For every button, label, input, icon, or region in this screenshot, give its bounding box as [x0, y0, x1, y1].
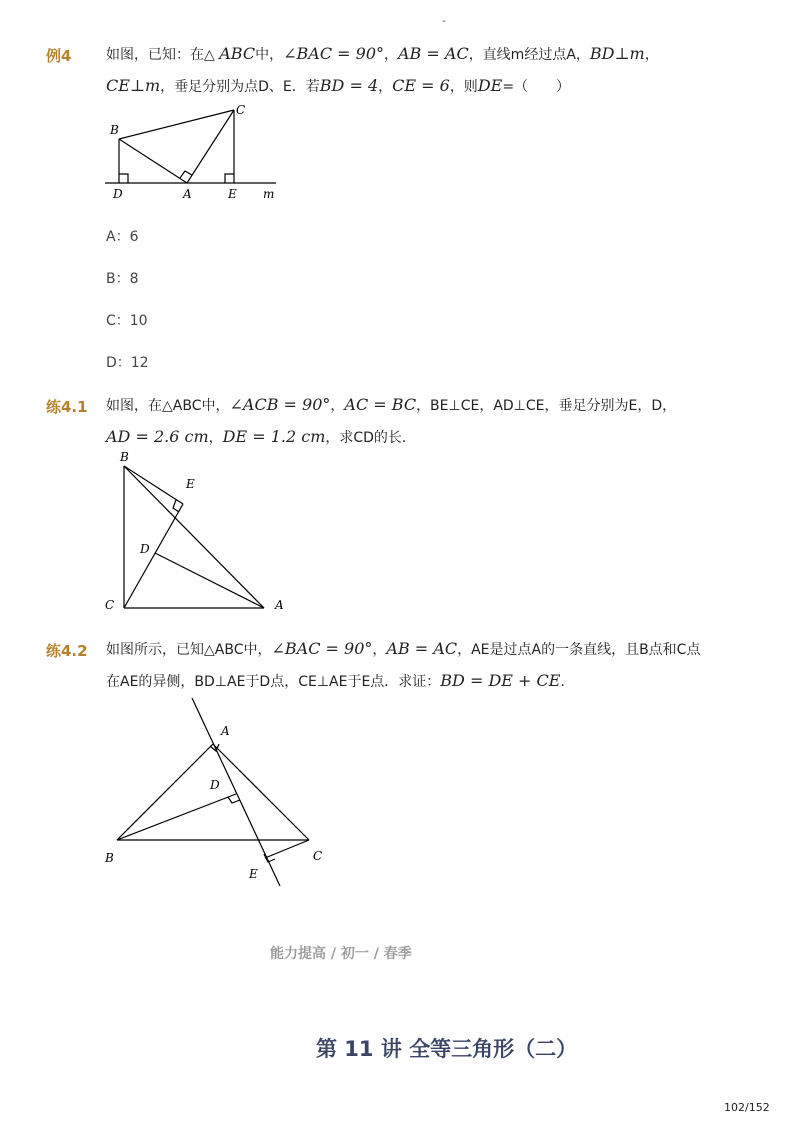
label-e: E: [249, 867, 258, 881]
text: ，则: [449, 79, 478, 95]
text: ，AE是过点A的一条直线，且B点和C点: [457, 642, 701, 658]
math: DE = 1.2 cm: [222, 427, 326, 446]
practice-4-1-tag: 练4.1: [46, 398, 88, 416]
math: DE: [477, 76, 503, 95]
text: △: [204, 47, 215, 63]
label-c: C: [236, 103, 246, 117]
math: ∠BAC = 90°: [283, 44, 384, 63]
math: ABC: [219, 44, 256, 63]
text: ，: [644, 47, 659, 63]
segment-ac: [213, 744, 309, 840]
practice-4-1-line-1: [106, 395, 676, 415]
text: ．: [560, 674, 575, 690]
label-c: C: [313, 849, 323, 863]
text: 如图，在△ABC中，: [106, 398, 230, 414]
math: ∠ACB = 90°: [229, 395, 331, 414]
label-d: D: [140, 542, 150, 556]
label-m: m: [263, 187, 275, 201]
math: CE = 6: [392, 76, 450, 95]
example-4-line-1: [106, 44, 659, 64]
text: ，: [378, 79, 393, 95]
text: ，: [372, 642, 387, 658]
footer-breadcrumb: 能力提高 / 初一 / 春季: [270, 946, 412, 962]
option-c[interactable]: C：10: [106, 313, 148, 329]
text: ，: [208, 430, 223, 446]
text: =（ ）: [502, 79, 571, 95]
label-c: C: [105, 598, 115, 612]
practice-4-2-line-1: [106, 639, 700, 659]
segment-be: [124, 466, 183, 504]
label-a: A: [183, 187, 192, 201]
practice-4-2-tag: 练4.2: [46, 642, 88, 660]
right-angle-mark-e: [173, 500, 179, 512]
label-a: A: [221, 724, 230, 738]
text: 如图所示，已知△ABC中，: [106, 642, 272, 658]
segment-ac: [187, 110, 234, 183]
example-4-tag: 例4: [46, 47, 72, 65]
text: 在AE的异侧，BD⊥AE于D点，CE⊥AE于E点．求证：: [106, 674, 441, 690]
practice-4-1-figure: [100, 446, 300, 616]
label-d: D: [210, 778, 220, 792]
option-b[interactable]: B：8: [106, 271, 139, 287]
right-angle-mark-d: [119, 174, 128, 183]
line-ce: [124, 504, 183, 608]
label-a: A: [275, 598, 284, 612]
math: CE⊥m: [106, 76, 161, 95]
label-e: E: [186, 477, 195, 491]
text: ，求CD的长．: [325, 430, 416, 446]
practice-4-1-line-2: [106, 427, 416, 447]
practice-4-2-figure: [100, 690, 340, 890]
right-angle-mark-e: [225, 174, 234, 183]
segment-ce: [265, 840, 309, 858]
example-4-figure: [100, 100, 290, 204]
label-b: B: [105, 851, 114, 865]
math: AB = AC: [398, 44, 469, 63]
math: AB = AC: [386, 639, 458, 658]
option-d[interactable]: D：12: [106, 355, 149, 371]
segment-ba: [119, 139, 187, 183]
math: BD⊥m: [589, 44, 645, 63]
lecture-title: 第 11 讲 全等三角形（二）: [316, 1037, 578, 1061]
top-mark: -: [442, 14, 446, 27]
label-b: B: [120, 450, 129, 464]
math: BD = DE + CE: [440, 671, 561, 690]
segment-bd: [117, 794, 236, 840]
text: ，BE⊥CE，AD⊥CE，垂足分别为E，D，: [416, 398, 677, 414]
text: 中，: [255, 47, 284, 63]
segment-ad: [155, 553, 264, 608]
page-number: 102/152: [724, 1101, 770, 1114]
text: ，直线m经过点A，: [468, 47, 590, 63]
text: ，: [330, 398, 345, 414]
example-4-line-2: [106, 76, 570, 96]
label-d: D: [113, 187, 123, 201]
text: 如图，已知：在: [106, 47, 204, 63]
option-a[interactable]: A：6: [106, 229, 139, 245]
math: ∠BAC = 90°: [271, 639, 373, 658]
segment-bc: [119, 110, 234, 139]
label-e: E: [228, 187, 237, 201]
math: AD = 2.6 cm: [106, 427, 209, 446]
text: ，垂足分别为点D、E．若: [160, 79, 320, 95]
label-b: B: [110, 123, 119, 137]
segment-ba: [117, 744, 213, 840]
math: AC = BC: [344, 395, 417, 414]
text: ，: [384, 47, 398, 63]
math: BD = 4: [319, 76, 379, 95]
practice-4-2-line-2: [106, 671, 574, 691]
